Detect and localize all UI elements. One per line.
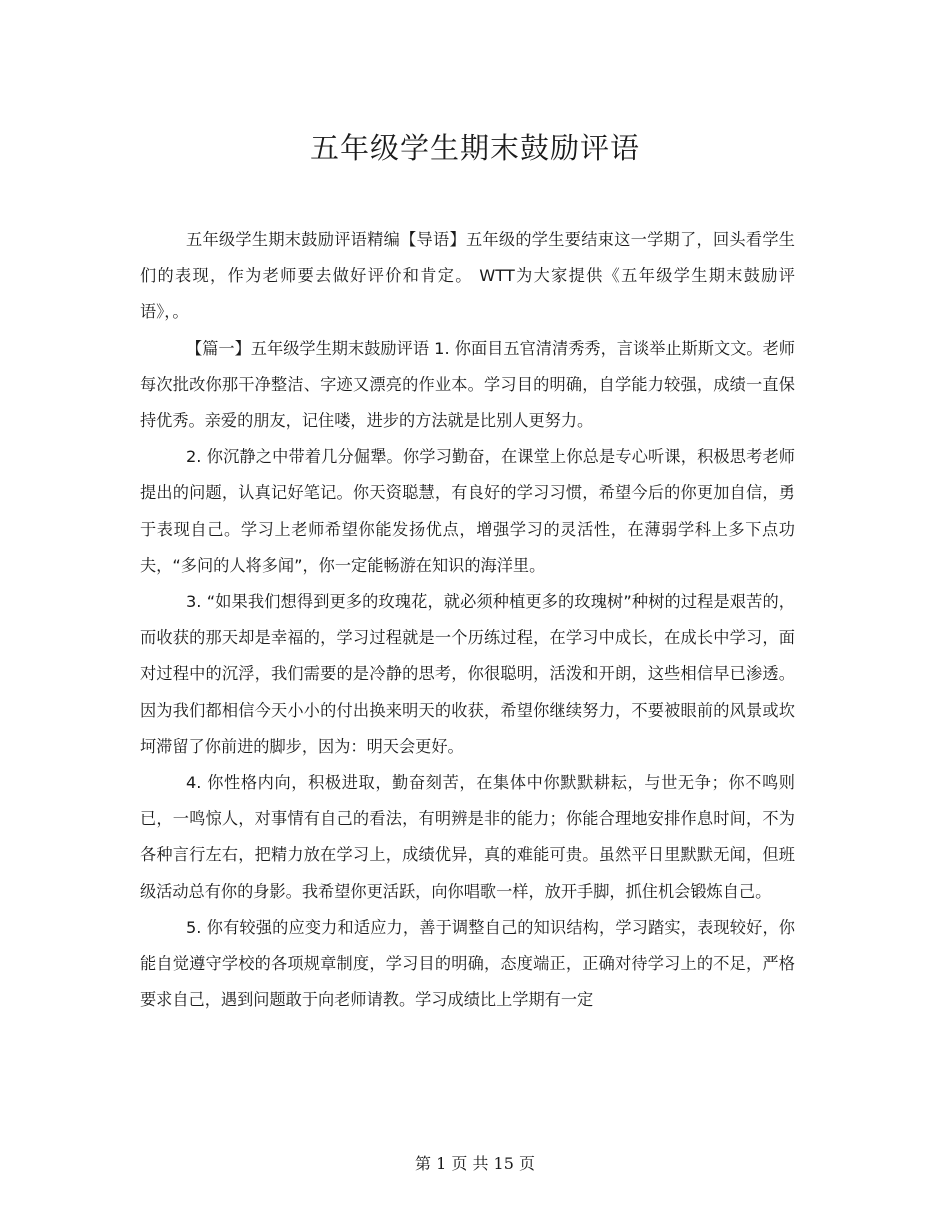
document-body — [140, 222, 795, 1018]
paragraph-comment-5: 5. 你有较强的应变力和适应力，善于调整自己的知识结构，学习踏实，表现较好，你能自觉遵守学校的各项规章制度，学习目的明确，态度端正，正确对待学习上的不足，严格要求自己，遇到问题敢于向老师请教。学习成绩比上学期有一定 — [140, 917, 795, 1010]
page-number-footer: 第 1 页 共 15 页 — [415, 1154, 535, 1173]
paragraph-comment-3: 3. “如果我们想得到更多的玫瑰花，就必须种植更多的玫瑰树”种树的过程是艰苦的，而收获的那天却是幸福的，学习过程就是一个历练过程，在学习中成长，在成长中学习，面对过程中的沉浮，我们需要的是冷静的思考，你很聪明，活泼和开朗，这些相信早已渗透。因为我们都相信今天小小的付出换来明天的收获，希望你继续努力，不要被眼前的风景或坎坷滞留了你前进的脚步，因为：明天会更好。 — [140, 592, 795, 756]
paragraph-comment-2: 2. 你沉静之中带着几分倔犟。你学习勤奋，在课堂上你总是专心听课，积极思考老师提出的问题，认真记好笔记。你天资聪慧，有良好的学习习惯，希望今后的你更加自信，勇于表现自己。学习上老师希望你能发扬优点，增强学习的灵活性，在薄弱学科上多下点功夫，“多问的人将多闻”，你一定能畅游在知识的海洋里。 — [140, 447, 795, 575]
paragraph-section-1: 【篇一】五年级学生期末鼓励评语 1. 你面目五官清清秀秀，言谈举止斯斯文文。老师每次批改你那干净整洁、字迹又漂亮的作业本。学习目的明确，自学能力较强，成绩一直保持优秀。亲爱的朋友，记住喽，进步的方法就是比别人更努力。 — [140, 338, 795, 431]
paragraph-intro: 五年级学生期末鼓励评语精编【导语】五年级的学生要结束这一学期了，回头看学生们的表现，作为老师要去做好评价和肯定。 WTT为大家提供《五年级学生期末鼓励评语》，。 — [140, 230, 795, 322]
document-title: 五年级学生期末鼓励评语 — [309, 131, 640, 165]
paragraph-comment-4: 4. 你性格内向，积极进取，勤奋刻苦，在集体中你默默耕耘，与世无争；你不鸣则已，一鸣惊人，对事情有自己的看法，有明辨是非的能力；你能合理地安排作息时间，不为各种言行左右，把精力放在学习上，成绩优异，真的难能可贵。虽然平日里默默无闻，但班级活动总有你的身影。我希望你更活跃，向你唱歌一样，放开手脚，抓住机会锻炼自己。 — [140, 773, 795, 901]
